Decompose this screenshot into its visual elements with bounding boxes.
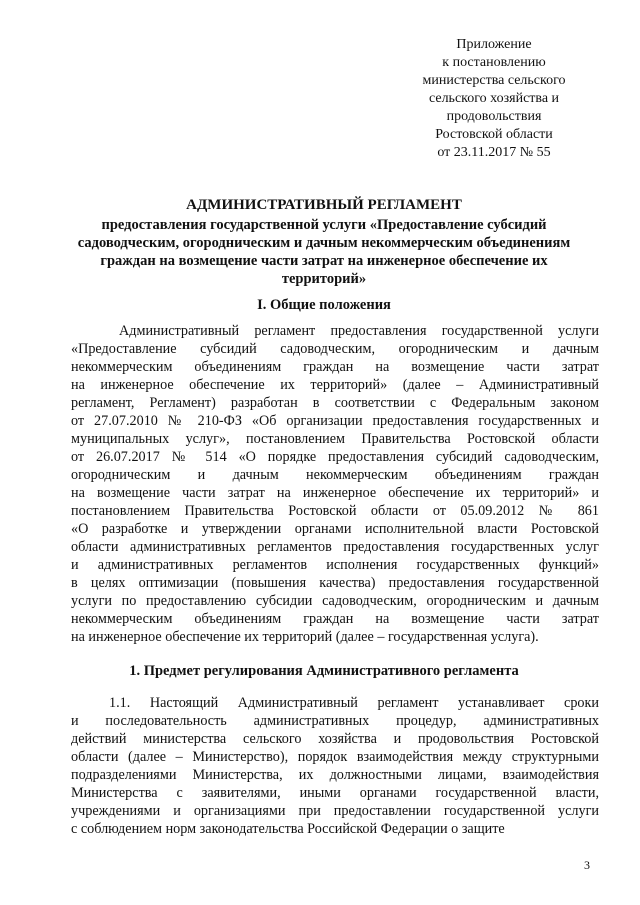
appendix-line: к постановлению [442, 55, 546, 70]
appendix-line: продовольствия [446, 109, 542, 124]
appendix-line: сельского хозяйства и [428, 91, 560, 106]
paragraph-general [71, 322, 599, 646]
paragraph-line: некоммерческим объединениям граждан на возмещение части затрат [71, 611, 599, 627]
paragraph-subject [71, 694, 599, 838]
paragraph-line: от 27.07.2010 № 210-ФЗ «Об организации предоставления государственных и [71, 413, 599, 429]
section-heading-subject: 1. Предмет регулирования Административного регламента [129, 663, 519, 679]
appendix-block [400, 36, 588, 162]
paragraph-line: и последовательность административных процедур, административных [71, 713, 599, 729]
paragraph-line: области административных регламентов предоставления государственных услуг [71, 539, 599, 555]
paragraph-line: на инженерное обеспечение их территорий (далее – государственная услуга). [71, 629, 539, 645]
paragraph-line: от 26.07.2017 № 514 «О порядке предоставления субсидий садоводческим, [71, 449, 599, 465]
section-heading-general: I. Общие положения [257, 297, 391, 313]
paragraph-line: «Предоставление субсидий садоводческим, огородническим и дачным [71, 341, 599, 357]
appendix-line: Ростовской области [435, 127, 553, 142]
paragraph-line: огородническим и дачным некоммерческим объединениям граждан [71, 467, 599, 483]
paragraph-line: некоммерческим объединениям граждан на возмещение части затрат [71, 359, 599, 375]
paragraph-line: «О разработке и утверждении органами исполнительной власти Ростовской [71, 521, 599, 537]
appendix-line: Приложение [456, 37, 532, 52]
appendix-line: министерства сельского [422, 73, 566, 88]
appendix-line: от 23.11.2017 № 55 [437, 145, 551, 160]
paragraph-line: в целях оптимизации (повышения качества) предоставления государственной [71, 575, 599, 591]
paragraph-line: с соблюдением норм законодательства Российской Федерации о защите [71, 821, 505, 837]
paragraph-line: муниципальных услуг», постановлением Правительства Ростовской области [71, 431, 599, 447]
paragraph-line: учреждениями и организациями при предоставлении государственной услуги [71, 803, 599, 819]
paragraph-line: на возмещение части затрат на инженерное обеспечение их территорий» и [71, 485, 599, 501]
title-line: садоводческим, огородническим и дачным некоммерческим объединениям [77, 235, 571, 251]
paragraph-line: подразделениями Министерства, их должностными лицами, взаимодействия [71, 767, 599, 783]
paragraph-line: на инженерное обеспечение их территорий» (далее – Административный [71, 377, 599, 393]
paragraph-line: 1.1. Настоящий Административный регламент устанавливает сроки [109, 695, 599, 711]
paragraph-line: постановлением Правительства Ростовской области от 05.09.2012 № 861 [71, 503, 599, 519]
paragraph-line: области (далее – Министерство), порядок взаимодействия между структурными [71, 749, 599, 765]
title-line: предоставления государственной услуги «Предоставление субсидий [101, 217, 547, 233]
page-number: 3 [584, 858, 590, 872]
paragraph-line: услуги по предоставлению субсидии садоводческим, огородническим и дачным [71, 593, 599, 609]
title-main: АДМИНИСТРАТИВНЫЙ РЕГЛАМЕНТ [186, 197, 462, 213]
paragraph-line: действий министерства сельского хозяйства и продовольствия Ростовской [71, 731, 599, 747]
paragraph-line: регламент, Регламент) разработан в соответствии с Федеральным законом [71, 395, 599, 411]
paragraph-line: Министерства с заявителями, иными органами государственной власти, [71, 785, 599, 801]
paragraph-line: Административный регламент предоставления государственной услуги [119, 323, 599, 339]
title-line: граждан на возмещение части затрат на инженерное обеспечение их [100, 253, 548, 269]
paragraph-line: и административных регламентов исполнения государственных функций» [71, 557, 599, 573]
document-title [60, 196, 588, 288]
title-line: территорий» [281, 271, 367, 287]
